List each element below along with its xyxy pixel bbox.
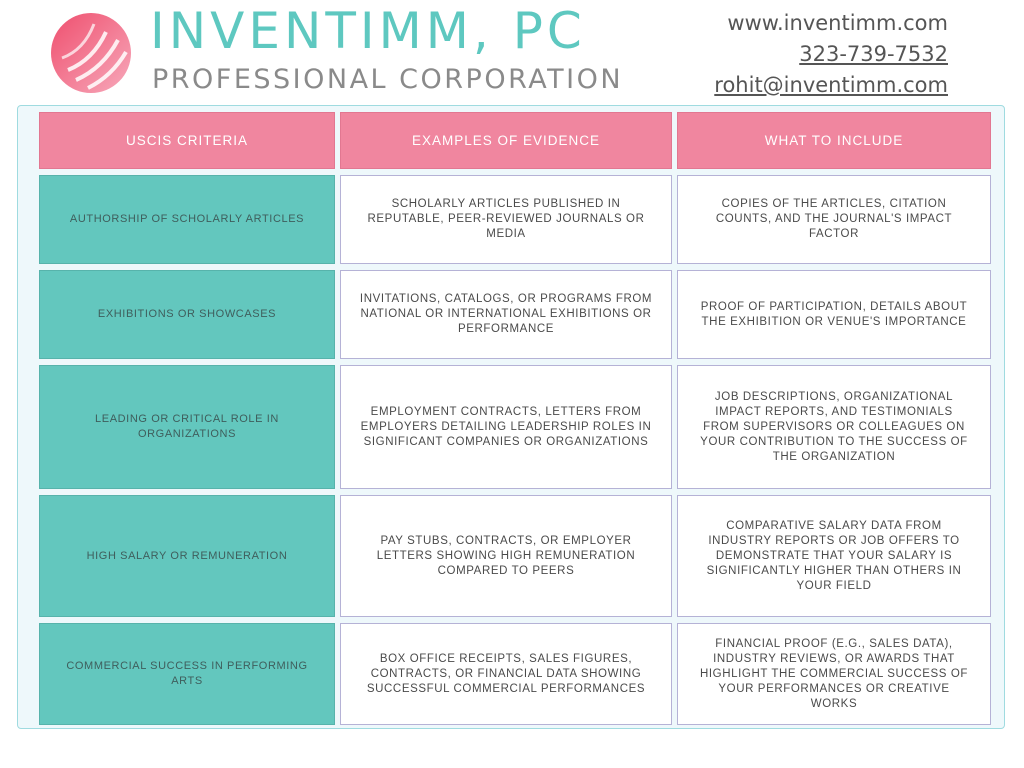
- website-link[interactable]: www.inventimm.com: [727, 11, 948, 35]
- email-link[interactable]: rohit@inventimm.com: [714, 73, 948, 97]
- include-cell: JOB DESCRIPTIONS, ORGANIZATIONAL IMPACT REPORTS, AND TESTIMONIALS FROM SUPERVISORS OR COLLEAGUES ON YOUR CONTRIBUTION TO THE SUCCESS OF THE ORGANIZATION: [677, 365, 991, 489]
- contact-block: [714, 8, 948, 101]
- phone-link[interactable]: 323-739-7532: [799, 42, 948, 66]
- evidence-cell: SCHOLARLY ARTICLES PUBLISHED IN REPUTABLE, PEER-REVIEWED JOURNALS OR MEDIA: [340, 175, 672, 264]
- include-cell: PROOF OF PARTICIPATION, DETAILS ABOUT THE EXHIBITION OR VENUE'S IMPORTANCE: [677, 270, 991, 359]
- include-cell: COMPARATIVE SALARY DATA FROM INDUSTRY REPORTS OR JOB OFFERS TO DEMONSTRATE THAT YOUR SALARY IS SIGNIFICANTLY HIGHER THAN OTHERS IN YOUR FIELD: [677, 495, 991, 617]
- criteria-cell: LEADING OR CRITICAL ROLE IN ORGANIZATIONS: [39, 365, 335, 489]
- criteria-cell: HIGH SALARY OR REMUNERATION: [39, 495, 335, 617]
- criteria-cell: EXHIBITIONS OR SHOWCASES: [39, 270, 335, 359]
- evidence-cell: EMPLOYMENT CONTRACTS, LETTERS FROM EMPLOYERS DETAILING LEADERSHIP ROLES IN SIGNIFICANT COMPANIES OR ORGANIZATIONS: [340, 365, 672, 489]
- column-header-evidence: EXAMPLES OF EVIDENCE: [340, 112, 672, 169]
- brand-title: INVENTIMM, PC: [150, 2, 586, 60]
- evidence-cell: INVITATIONS, CATALOGS, OR PROGRAMS FROM NATIONAL OR INTERNATIONAL EXHIBITIONS OR PERFORMANCE: [340, 270, 672, 359]
- column-header-criteria: USCIS CRITERIA: [39, 112, 335, 169]
- include-cell: FINANCIAL PROOF (E.G., SALES DATA), INDUSTRY REVIEWS, OR AWARDS THAT HIGHLIGHT THE COMMERCIAL SUCCESS OF YOUR PERFORMANCES OR CREATIVE WORKS: [677, 623, 991, 725]
- evidence-cell: PAY STUBS, CONTRACTS, OR EMPLOYER LETTERS SHOWING HIGH REMUNERATION COMPARED TO PEERS: [340, 495, 672, 617]
- evidence-cell: BOX OFFICE RECEIPTS, SALES FIGURES, CONTRACTS, OR FINANCIAL DATA SHOWING SUCCESSFUL COMMERCIAL PERFORMANCES: [340, 623, 672, 725]
- criteria-cell: AUTHORSHIP OF SCHOLARLY ARTICLES: [39, 175, 335, 264]
- criteria-table: [39, 112, 991, 725]
- include-cell: COPIES OF THE ARTICLES, CITATION COUNTS, AND THE JOURNAL'S IMPACT FACTOR: [677, 175, 991, 264]
- column-header-include: WHAT TO INCLUDE: [677, 112, 991, 169]
- swirl-logo-icon: [48, 10, 134, 96]
- brand-subtitle: PROFESSIONAL CORPORATION: [152, 64, 624, 95]
- criteria-cell: COMMERCIAL SUCCESS IN PERFORMING ARTS: [39, 623, 335, 725]
